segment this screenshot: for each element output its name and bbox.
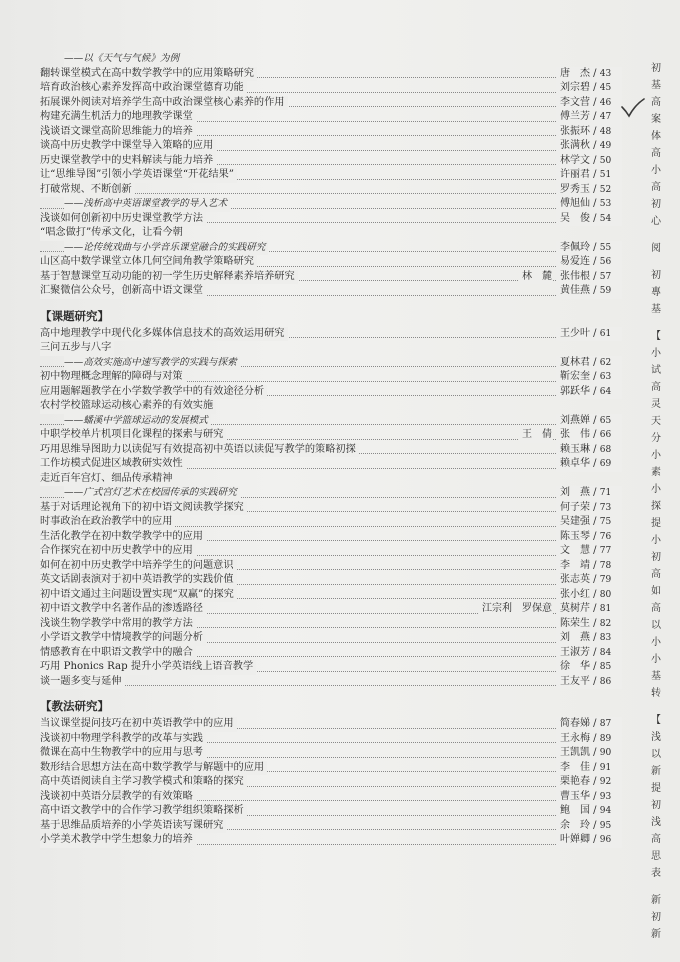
toc-entry[interactable] [40,617,622,632]
entry-title: 打破常规、不断创新 [40,183,135,198]
entry-author-page: 王永梅 / 89 [556,732,622,747]
adjacent-page-sidebar [640,60,672,953]
page-number: 86 [599,676,612,687]
page-number: 81 [599,604,612,614]
entry-title: 汇聚微信公众号，创新高中语文课堂 [40,284,206,299]
page-number: 92 [599,777,612,787]
page-number: 48 [599,126,612,137]
entry-author-page: 刘燕婵 / 65 [556,414,622,429]
toc-entry[interactable] [40,631,622,646]
toc-entry[interactable] [40,790,622,805]
entry-author-page: 王淑芳 / 84 [556,646,622,661]
toc-entry[interactable] [40,255,622,270]
entry-author-page: 许丽君 / 51 [556,168,622,183]
toc-entry[interactable] [40,804,622,819]
entry-title: 初中语文通过主问题设置实现“双赢”的探究 [40,588,237,603]
page-number: 52 [599,184,612,195]
entry-title: ——浅析高中英语课堂教学的导入艺术 [64,197,230,212]
toc-entry[interactable] [40,646,622,661]
entry-title: 浅谈如何创新初中历史课堂教学方法 [40,212,206,227]
entry-title: 巧用 Phonics Rap 提升小学英语线上语音教学 [40,660,256,675]
entry-title: 如何在初中历史教学中培养学生的问题意识 [40,559,237,574]
entry-title: 应用题解题教学在小学数学教学中的有效途径分析 [40,385,267,400]
entry-title: 初中物理概念理解的障碍与对策 [40,370,186,385]
entry-title: 拓展课外阅读对培养学生高中政治课堂核心素养的作用 [40,96,288,111]
page-number: 91 [599,762,612,773]
co-author: 江宗利 罗保意 [479,602,552,617]
entry-author-page: 张 伟 / 66 [556,428,622,443]
entry-author-page: 林学文 / 50 [556,154,622,169]
entry-title: 让“思维导图”引领小学英语课堂“开花结果” [40,168,237,183]
entry-title: 微课在高中生物教学中的应用与思考 [40,746,206,761]
page-number: 46 [599,97,612,108]
entry-title: ——以《天气与气候》为例 [64,52,182,67]
entry-author-page: 叶婵卿 / 96 [556,833,622,848]
entry-author-page: 张满秋 / 49 [556,139,622,154]
page-number: 76 [599,531,612,542]
toc-entry[interactable] [40,270,622,285]
entry-author-page: 唐 杰 / 43 [556,67,622,82]
co-author: 林 麓 [519,270,552,285]
toc-entry[interactable] [40,761,622,776]
entry-title: 基于思维品质培养的小学英语读写课研究 [40,819,226,834]
sidebar-column: 初 基 高 案 体 高 小 高 初 心 [651,63,661,227]
entry-title: 当议课堂提问技巧在初中英语教学中的应用 [40,717,237,732]
entry-title: ——论传统戏曲与小学音乐课堂融合的实践研究 [64,241,268,256]
toc-entry[interactable] [40,385,622,400]
page-number: 50 [599,155,612,166]
entry-title: ——高效实施高中速写教学的实践与探索 [64,356,240,371]
entry-title: ——广式宫灯艺术在校园传承的实践研究 [64,486,240,501]
toc-entry[interactable] [40,717,622,732]
toc-entry[interactable] [40,125,622,140]
page-number: 95 [599,820,612,831]
entry-author-page: 莫树芹 / 81 [556,602,622,617]
toc-entry[interactable] [40,197,622,212]
section-heading: 【教法研究】 [40,699,109,713]
page-number: 64 [599,386,612,397]
entry-title: 小学语文教学中情境教学的问题分析 [40,631,206,646]
toc-entry[interactable] [40,139,622,154]
entry-author-page: 刘 燕 / 71 [556,486,622,501]
toc-entry[interactable] [40,212,622,227]
entry-author-page: 曹玉华 / 93 [556,790,622,805]
page-number: 94 [599,806,612,816]
page-number: 68 [599,444,612,455]
entry-title: 山区高中数学课堂立体几何空间角教学策略研究 [40,255,257,270]
co-author: 王 倩 [519,428,552,443]
entry-title: “唱念做打”传承文化，让看今朝 [40,226,186,241]
entry-title: ——蟠溪中学篮球运动的发展模式 [64,414,211,429]
page-number: 71 [599,488,612,498]
entry-author-page: 徐 华 / 85 [556,660,622,675]
page-number: 57 [599,271,612,282]
sidebar-column: 新 初 新 [651,895,661,940]
entry-author-page: 刘宗碧 / 45 [556,81,622,96]
entry-title: 三问五步与八字 [40,341,114,356]
entry-author-page: 郭跃华 / 64 [556,385,622,400]
page-number: 59 [599,286,612,296]
entry-title: 初中语文教学中名著作品的渗透路径 [40,602,206,617]
entry-author-page: 张伟根 / 57 [556,270,622,285]
toc-entry[interactable] [40,183,622,198]
entry-title: 农村学校篮球运动核心素养的有效实施 [40,399,216,414]
page-number: 90 [599,748,612,758]
page-number: 49 [599,141,612,151]
toc-entry[interactable] [40,284,622,299]
entry-author-page: 赖卓华 / 69 [556,457,622,472]
entry-author-page: 李文营 / 46 [556,96,622,111]
toc-entry[interactable] [40,67,622,82]
page-number: 80 [599,589,612,600]
entry-author-page: 吴 俊 / 54 [556,212,622,227]
entry-title: 走近百年宫灯、细品传承精神 [40,472,175,487]
sidebar-column: 【 浅 以 新 提 初 浅 高 思 表 [651,715,661,879]
page-number: 82 [599,618,612,629]
entry-author-page: 张志英 / 79 [556,573,622,588]
entry-title: 情感教育在中职语文教学中的融合 [40,646,196,661]
toc-entry[interactable] [40,414,622,429]
entry-title: 工作坊模式促进区域教研实效性 [40,457,186,472]
entry-author-page: 傅兰芳 / 47 [556,110,622,125]
toc-entry[interactable] [40,154,622,169]
entry-title: 培育政治核心素养发挥高中政治课堂德育功能 [40,81,247,96]
toc-entry[interactable] [40,660,622,675]
entry-author-page: 李佩玲 / 55 [556,241,622,256]
toc-entry[interactable] [40,573,622,588]
entry-title: 时事政治在政治教学中的应用 [40,515,175,530]
toc-entry[interactable] [40,732,622,747]
page-number: 51 [599,170,612,180]
toc-entry[interactable] [40,327,622,342]
entry-author-page: 吴建强 / 75 [556,515,622,530]
toc-entry[interactable] [40,501,622,516]
toc-entry[interactable] [40,544,622,559]
page-number: 61 [599,328,612,339]
entry-title: 高中语文教学中的合作学习教学组织策略探析 [40,804,247,819]
entry-author-page: 傅旭仙 / 53 [556,197,622,212]
toc-entry[interactable] [40,775,622,790]
toc-entry[interactable] [40,472,622,487]
entry-title: 合作探究在初中历史教学中的应用 [40,544,196,559]
toc-entry[interactable] [40,515,622,530]
page-number: 55 [599,242,612,253]
entry-author-page: 易爱连 / 56 [556,255,622,270]
page-number: 77 [599,546,612,556]
entry-title: 浅谈语文课堂高阶思维能力的培养 [40,125,196,140]
page-number: 54 [599,213,612,224]
page-number: 96 [599,835,612,845]
entry-title: 构建充满生机活力的地理教学课堂 [40,110,196,125]
entry-title: 浅谈生物学教学中常用的教学方法 [40,617,196,632]
toc-entry[interactable] [40,602,622,617]
entry-title: 高中英语阅读自主学习教学模式和策略的探究 [40,775,247,790]
entry-title: 基于对话理论视角下的初中语文阅读教学探究 [40,501,247,516]
entry-author-page: 陈玉琴 / 76 [556,530,622,545]
toc-entry[interactable] [40,746,622,761]
entry-author-page: 张小红 / 80 [556,588,622,603]
sidebar-column: 【 小 试 高 灵 天 分 小 素 小 探 提 小 初 高 如 高 以 小 小 基 转 [651,331,661,699]
page-number: 93 [599,791,612,802]
page-number: 87 [599,719,612,729]
entry-title: 浅谈初中物理学科教学的改革与实践 [40,732,206,747]
entry-author-page: 余 玲 / 95 [556,819,622,834]
entry-author-page: 李 佳 / 91 [556,761,622,776]
toc-entry[interactable] [40,675,622,690]
toc-entry[interactable] [40,819,622,834]
table-of-contents [40,52,622,848]
entry-author-page: 栗艳春 / 92 [556,775,622,790]
entry-author-page: 张振环 / 48 [556,125,622,140]
entry-author-page: 刘 燕 / 83 [556,631,622,646]
toc-entry[interactable] [40,110,622,125]
entry-author-page: 黄佳燕 / 59 [556,284,622,299]
page-number: 84 [599,647,612,658]
entry-title: 数形结合思想方法在高中数学教学与解题中的应用 [40,761,267,776]
entry-author-page: 陈荣生 / 82 [556,617,622,632]
page-number: 47 [599,112,612,122]
page-number: 73 [599,502,612,513]
toc-entry[interactable] [40,486,622,501]
toc-entry[interactable] [40,457,622,472]
entry-title: 浅谈初中英语分层教学的有效策略 [40,790,196,805]
entry-title: 历史课堂教学中的史料解读与能力培养 [40,154,216,169]
sidebar-column: 阅 [651,243,661,254]
page-number: 65 [599,415,612,426]
page-number: 56 [599,257,612,267]
entry-title: 英文话剧表演对于初中英语教学的实践价值 [40,573,237,588]
entry-author-page: 罗秀玉 / 52 [556,183,622,198]
toc-entry[interactable] [40,81,622,96]
toc-entry[interactable] [40,530,622,545]
toc-entry[interactable] [40,241,622,256]
entry-title: 巧用思维导图助力以读促写有效提高初中英语以读促写教学的策略初探 [40,443,359,458]
entry-author-page: 文 慧 / 77 [556,544,622,559]
toc-entry[interactable] [40,443,622,458]
entry-author-page: 夏林君 / 62 [556,356,622,371]
toc-entry[interactable] [40,52,622,67]
entry-title: 中职学校单片机项目化课程的探索与研究 [40,428,226,443]
page-number: 62 [599,357,612,368]
entry-title: 基于智慧课堂互动功能的初一学生历史解释素养培养研究 [40,270,298,285]
page-number: 83 [599,633,612,643]
toc-entry[interactable] [40,341,622,356]
page-number: 45 [599,83,612,93]
page-number: 63 [599,372,612,382]
toc-entry[interactable] [40,168,622,183]
page-number: 89 [599,733,612,744]
toc-entry[interactable] [40,588,622,603]
entry-author-page: 靳宏奎 / 63 [556,370,622,385]
entry-title: 小学美术教学中学生想象力的培养 [40,833,196,848]
section-heading: 【课题研究】 [40,308,109,323]
entry-author-page: 王凯凯 / 90 [556,746,622,761]
page-number: 53 [599,199,612,209]
toc-entry[interactable] [40,226,622,241]
entry-author-page: 王友平 / 86 [556,675,622,690]
entry-title: 谈一题多变与延伸 [40,675,125,690]
toc-entry[interactable] [40,559,622,574]
entry-author-page: 李 靖 / 78 [556,559,622,574]
toc-entry[interactable] [40,356,622,371]
toc-entry[interactable] [40,428,622,443]
toc-entry[interactable] [40,833,622,848]
sidebar-column: 初 專 基 [651,270,661,315]
entry-title: 翻转课堂模式在高中数学教学中的应用策略研究 [40,67,257,82]
page-number: 78 [599,560,612,571]
page-number: 43 [599,68,612,79]
toc-entry[interactable] [40,399,622,414]
entry-title: 生活化教学在初中数学教学中的应用 [40,530,206,545]
page-number: 75 [599,517,612,527]
entry-author-page: 鲍 国 / 94 [556,804,622,819]
entry-author-page: 简春娣 / 87 [556,717,622,732]
toc-entry[interactable] [40,96,622,111]
page-number: 79 [599,575,612,585]
entry-author-page: 王少叶 / 61 [556,327,622,342]
page-number: 85 [599,662,612,672]
page-number: 69 [599,459,612,469]
toc-entry[interactable] [40,370,622,385]
page-number: 66 [599,430,612,440]
entry-author-page: 何子荣 / 73 [556,501,622,516]
entry-title: 谈高中历史教学中课堂导入策略的应用 [40,139,216,154]
entry-author-page: 赖玉琳 / 68 [556,443,622,458]
entry-title: 高中地理教学中现代化多媒体信息技术的高效运用研究 [40,327,288,342]
